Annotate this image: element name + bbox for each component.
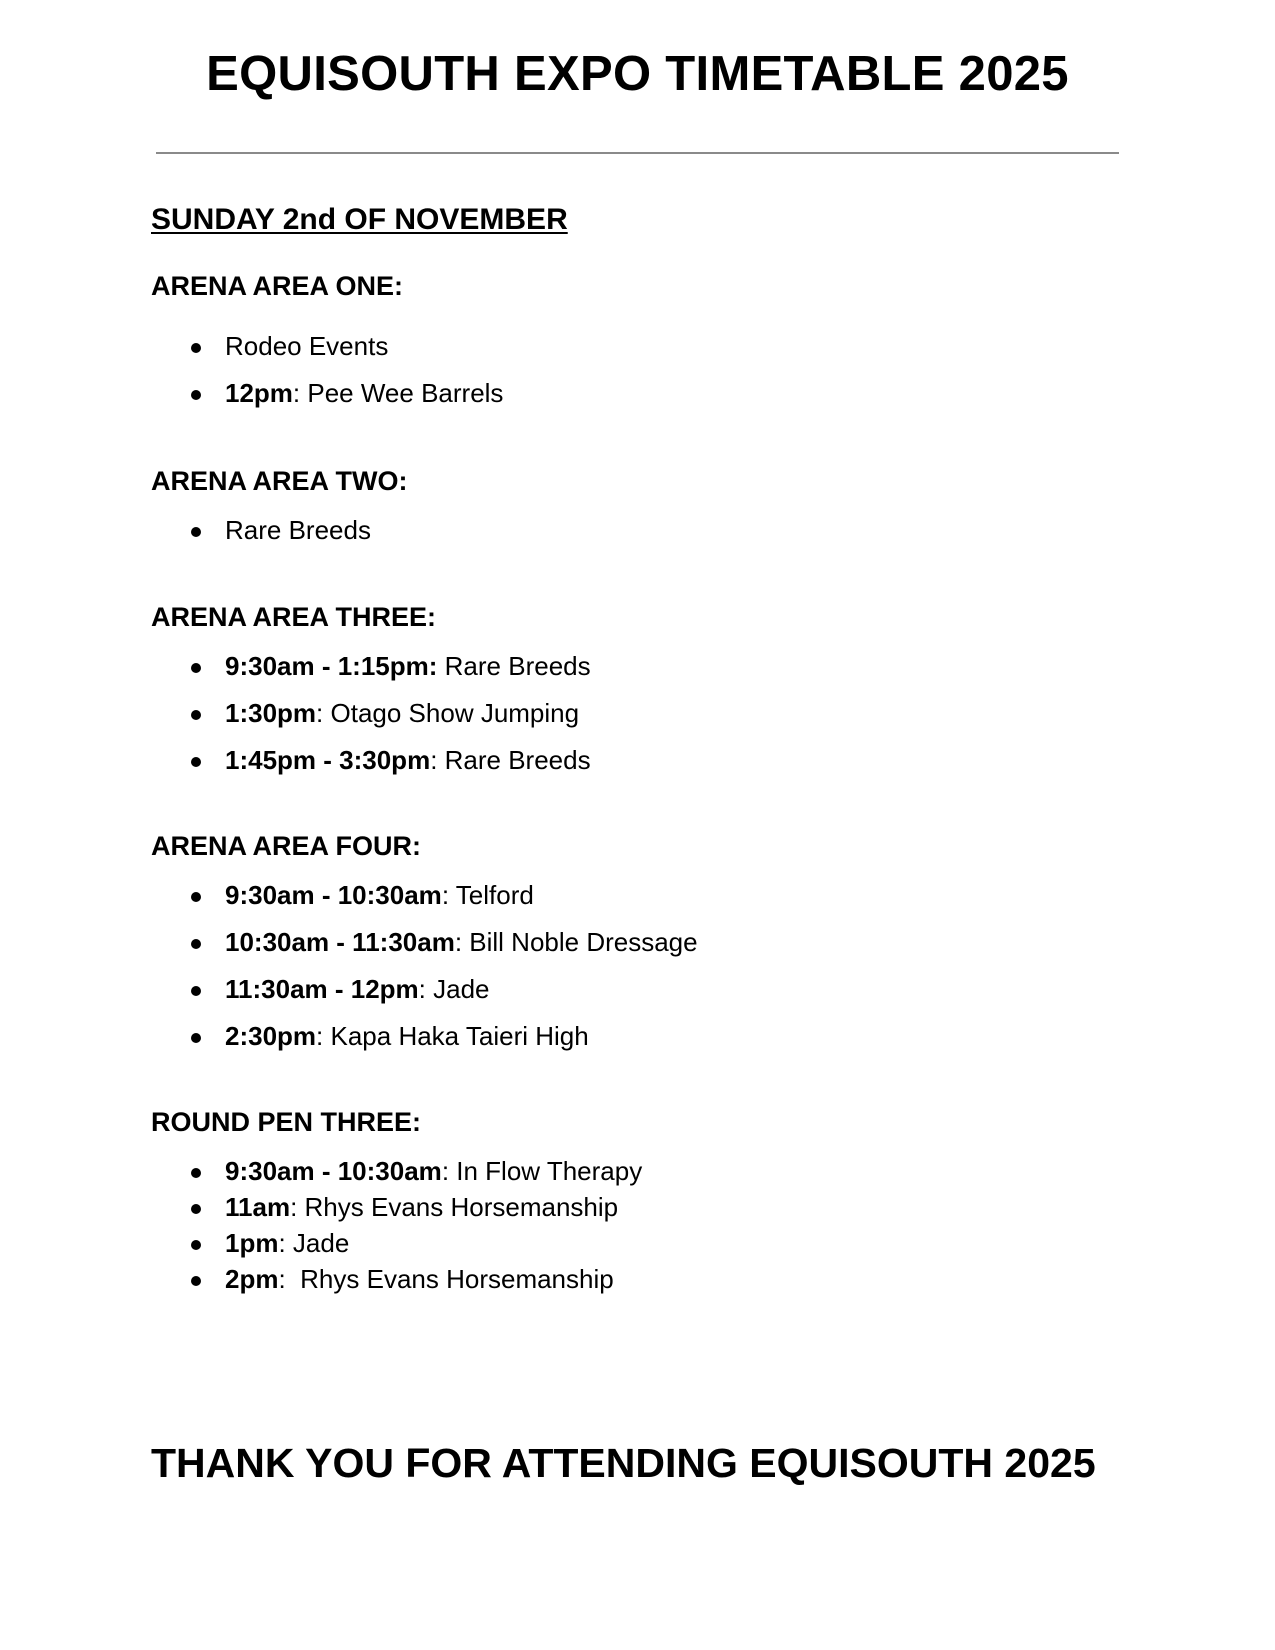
item-event: Telford	[455, 880, 534, 910]
item-separator: :	[290, 1192, 305, 1222]
bullet-icon	[191, 1168, 201, 1178]
item-separator	[437, 651, 444, 681]
item-event: Jade	[433, 974, 490, 1004]
list-item	[151, 877, 1151, 924]
item-separator: :	[278, 1264, 301, 1294]
item-time: 2:30pm	[225, 1021, 317, 1051]
item-event: Rare Breeds	[444, 651, 591, 681]
item-time: 11:30am - 12pm	[225, 974, 419, 1004]
item-time: 9:30am - 10:30am	[225, 1156, 442, 1186]
item-time: 11am	[225, 1192, 291, 1222]
item-separator: :	[441, 1156, 457, 1186]
item-event: Otago Show Jumping	[330, 698, 580, 728]
area-title-arena-three: ARENA AREA THREE:	[151, 602, 437, 632]
area-section-arena-one	[151, 268, 1151, 411]
item-separator: :	[430, 745, 445, 775]
bullet-icon	[191, 710, 201, 720]
item-time: 1:30pm	[225, 698, 317, 728]
item-event: Jade	[292, 1228, 350, 1258]
timetable	[151, 200, 1151, 1294]
area-item-list	[151, 877, 1151, 1054]
item-time: 2pm	[225, 1264, 279, 1294]
item-time: 1pm	[225, 1228, 279, 1258]
closing-message: THANK YOU FOR ATTENDING EQUISOUTH 2025	[151, 1440, 1096, 1486]
item-time: 9:30am - 10:30am	[225, 880, 442, 910]
bullet-icon	[191, 892, 201, 902]
area-item-list	[151, 328, 1151, 411]
list-item	[151, 1153, 1151, 1189]
item-time: 12pm	[225, 378, 293, 408]
bullet-icon	[191, 390, 201, 400]
list-item	[151, 1018, 1151, 1054]
area-item-list	[151, 1153, 1151, 1297]
bullet-icon	[191, 757, 201, 767]
item-event: Rare Breeds	[444, 745, 591, 775]
bullet-icon	[191, 527, 201, 537]
list-item	[151, 924, 1151, 971]
list-item	[151, 1225, 1151, 1261]
item-time: 1:45pm - 3:30pm	[225, 745, 431, 775]
item-event: Pee Wee Barrels	[307, 378, 504, 408]
area-title-arena-two: ARENA AREA TWO:	[151, 466, 408, 496]
list-item	[151, 695, 1151, 742]
item-time: 10:30am - 11:30am	[225, 927, 455, 957]
list-item	[151, 1189, 1151, 1225]
item-event: Bill Noble Dressage	[469, 927, 698, 957]
item-time: 9:30am - 1:15pm:	[225, 651, 438, 681]
bullet-icon	[191, 986, 201, 996]
page-title: EQUISOUTH EXPO TIMETABLE 2025	[206, 47, 1069, 101]
area-item-list	[151, 512, 1151, 548]
item-separator: :	[441, 880, 456, 910]
list-item	[151, 1261, 1151, 1297]
item-separator: :	[418, 974, 434, 1004]
area-item-list	[151, 648, 1151, 778]
item-separator: :	[278, 1228, 293, 1258]
list-item	[151, 375, 1151, 411]
item-event: Rhys Evans Horsemanship	[304, 1192, 619, 1222]
item-event: Rare Breeds	[225, 515, 371, 545]
item-event: Kapa Haka Taieri High	[330, 1021, 589, 1051]
area-title-round-pen-three: ROUND PEN THREE:	[151, 1107, 422, 1137]
item-separator: :	[316, 1021, 331, 1051]
area-section-round-pen-three	[151, 1104, 1151, 1297]
item-separator: :	[454, 927, 470, 957]
item-event: In Flow Therapy	[456, 1156, 643, 1186]
bullet-icon	[191, 663, 201, 673]
area-section-arena-three	[151, 599, 1151, 778]
list-item	[151, 971, 1151, 1018]
area-section-arena-two	[151, 463, 1151, 548]
list-item	[151, 742, 1151, 778]
list-item	[151, 328, 1151, 375]
item-event: Rodeo Events	[225, 331, 389, 361]
item-separator: :	[316, 698, 331, 728]
bullet-icon	[191, 1204, 201, 1214]
bullet-icon	[191, 1240, 201, 1250]
bullet-icon	[191, 939, 201, 949]
area-section-arena-four	[151, 828, 1151, 1054]
area-title-arena-one: ARENA AREA ONE:	[151, 271, 404, 301]
list-item	[151, 512, 1151, 548]
day-heading: SUNDAY 2nd OF NOVEMBER	[151, 203, 568, 236]
title-divider	[156, 152, 1119, 154]
bullet-icon	[191, 1033, 201, 1043]
item-event: Rhys Evans Horsemanship	[300, 1264, 614, 1294]
item-separator: :	[292, 378, 308, 408]
list-item	[151, 648, 1151, 695]
area-title-arena-four: ARENA AREA FOUR:	[151, 831, 421, 861]
bullet-icon	[191, 1276, 201, 1286]
bullet-icon	[191, 343, 201, 353]
